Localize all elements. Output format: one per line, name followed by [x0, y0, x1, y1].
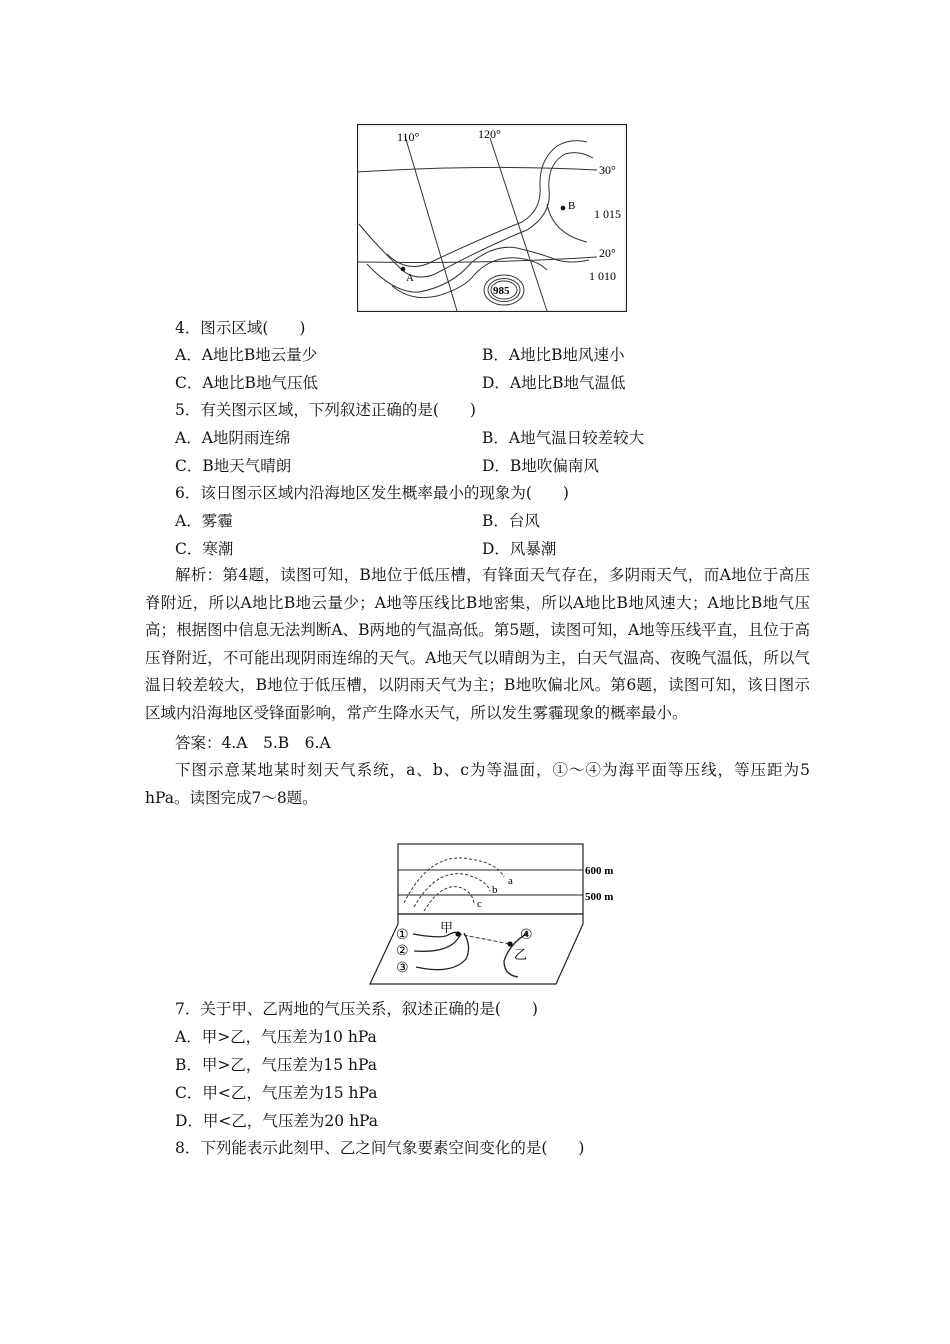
q4-option-a: A．A地比B地云量少: [175, 346, 318, 364]
q5-option-a: A．A地阴雨连绵: [175, 429, 291, 447]
q4-option-d: D．A地比B地气温低: [482, 374, 626, 392]
isobar-label-985: 985: [493, 285, 510, 297]
q5-option-d: D．B地吹偏南风: [482, 457, 599, 475]
height-label-500: 500 m: [585, 891, 614, 903]
height-label-600: 600 m: [585, 865, 614, 877]
q7-option-c: C．甲<乙，气压差为15 hPa: [175, 1084, 378, 1102]
question-7-stem: 7．关于甲、乙两地的气压关系，叙述正确的是( ): [175, 1000, 538, 1018]
isobar-label-1: ①: [396, 928, 409, 943]
answer-line: 答案：4.A 5.B 6.A: [175, 734, 331, 752]
lat-label-30: 30°: [599, 163, 616, 177]
isobar-label-4: ④: [520, 928, 533, 943]
isobar-label-2: ②: [396, 944, 409, 959]
isotherm-label-a: a: [508, 875, 513, 887]
weather-system-figure: [352, 843, 632, 988]
isotherm-label-c: c: [477, 898, 482, 910]
isobar-label-3: ③: [396, 961, 409, 976]
point-b-marker: [561, 206, 566, 211]
point-yi-marker: [507, 941, 512, 946]
isobar-label-1010: 1 010: [589, 269, 616, 283]
q7-option-d: D．甲<乙，气压差为20 hPa: [175, 1112, 379, 1130]
point-jia-marker: [455, 931, 460, 936]
q6-option-b: B．台风: [482, 512, 540, 530]
isobar-map-figure: [357, 124, 627, 312]
question-5-stem: 5．有关图示区域，下列叙述正确的是( ): [175, 401, 476, 419]
question-4-stem: 4．图示区域( ): [175, 319, 306, 337]
point-label-b: B: [568, 200, 576, 212]
q4-option-b: B．A地比B地风速小: [482, 346, 625, 364]
q6-option-a: A．雾霾: [175, 512, 233, 530]
point-label-a: A: [406, 272, 414, 284]
lon-label-120: 120°: [478, 127, 501, 141]
q5-option-b: B．A地气温日较差较大: [482, 429, 645, 447]
q6-option-c: C．寒潮: [175, 540, 234, 558]
lat-label-20: 20°: [599, 246, 616, 260]
place-label-yi: 乙: [514, 947, 528, 962]
question-6-stem: 6．该日图示区域内沿海地区发生概率最小的现象为( ): [175, 484, 569, 502]
point-a-marker: [401, 267, 406, 272]
q7-option-a: A．甲>乙，气压差为10 hPa: [175, 1028, 377, 1046]
q6-option-d: D．风暴潮: [482, 540, 557, 558]
analysis-paragraph: 解析：第4题，读图可知，B地位于低压槽，有锋面天气存在，多阴雨天气，而A地位于高压脊附近，所以A地比B地云量少；A地等压线比B地密集，所以A地比B地风速大；A地比B地气压高；根据图中信息无法判断A、B两地的气温高低。第5题，读图可知，A地等压线平直，且位于高压脊附近，不可能出现阴雨连绵的天气。A地天气以晴朗为主，白天气温高、夜晚气温低，所以气温日较差较大，B地位于低压槽，以阴雨天气为主；B地吹偏北风。第6题，读图可知，该日图示区域内沿海地区受锋面影响，常产生降水天气，所以发生雾霾现象的概率最小。: [145, 566, 810, 722]
q4-option-c: C．A地比B地气压低: [175, 374, 318, 392]
place-label-jia: 甲: [440, 920, 454, 935]
isotherm-label-b: b: [492, 884, 498, 896]
intro-paragraph: 下图示意某地某时刻天气系统，a、b、c为等温面，①～④为海平面等压线，等压距为5 hPa。读图完成7～8题。: [145, 761, 810, 807]
lon-label-110: 110°: [397, 130, 420, 144]
q7-option-b: B．甲>乙，气压差为15 hPa: [175, 1056, 377, 1074]
q5-option-c: C．B地天气晴朗: [175, 457, 292, 475]
isobar-label-1015: 1 015: [594, 207, 621, 221]
question-8-stem: 8．下列能表示此刻甲、乙之间气象要素空间变化的是( ): [175, 1139, 585, 1157]
